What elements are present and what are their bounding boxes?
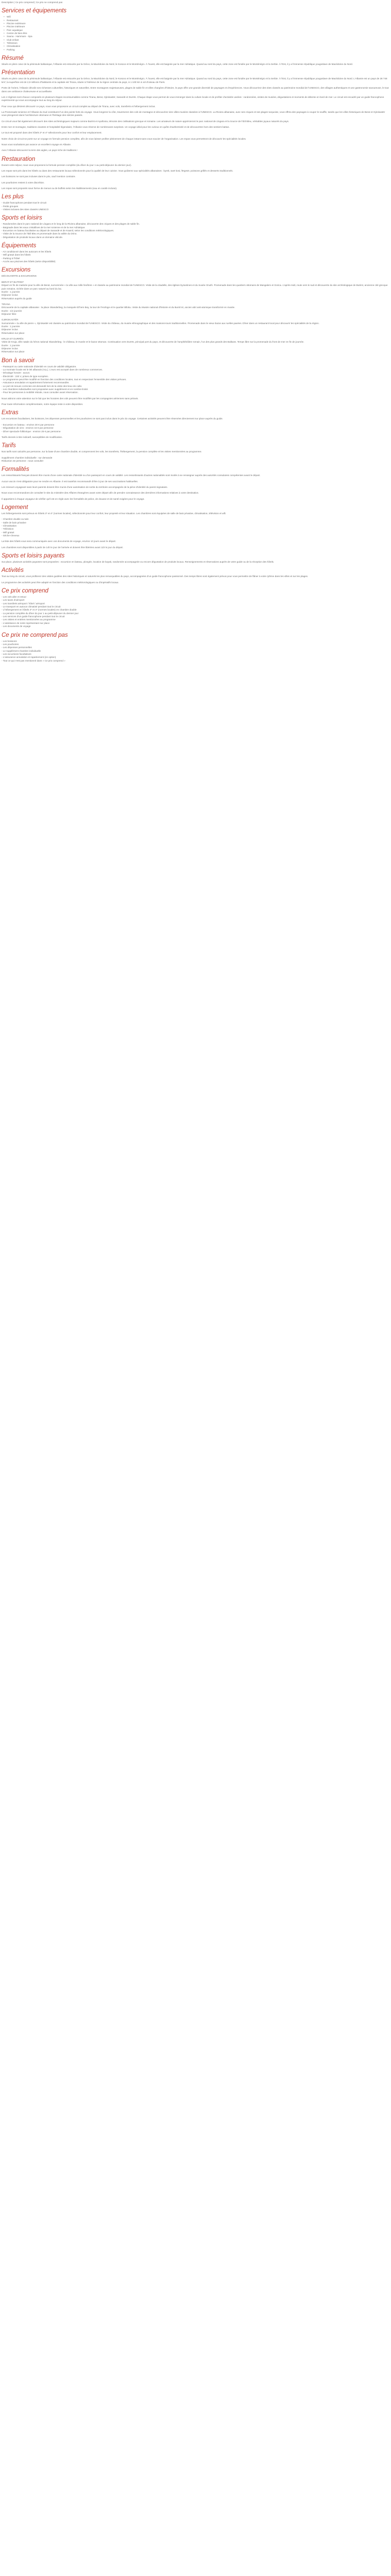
equipements-line: - Air conditionné dans les autocars et les hôtels — [2, 250, 52, 253]
bonasavoir-title: Bon à savoir — [2, 357, 35, 364]
presentation-paragraph: Les 4 régimes sont chacun composés en plusieurs étapes incontournables comme Tirana, Berat, Gjirokastër, Sarandë et Durrës. Chaque étape vous permet de vous immerger dans la culture locale et de profiter d'activités variées : randonnées, visites de musées, dégustations et moments de détente en bord de mer. Le circuit est encadré par un guide francophone expérimenté qui vous accompagne tout au long du séjour. — [2, 95, 384, 102]
tarifs-section — [2, 443, 389, 463]
excursion-line: Durée : 1 journée — [2, 344, 20, 347]
excursion-line: Réservation sur place — [2, 350, 25, 353]
sports-line: - Excursion en bateau facultative au départ de Sarandë et de Ksamil, selon les conditions météorologiques. — [2, 229, 115, 232]
necomprend-line: - Les pourboires — [2, 642, 19, 646]
excursions-subtitle: DÉCOUVERTE & EXCURSIONS — [2, 275, 37, 278]
extras-line: - Dégustation de vins : environ 15 € par personne — [2, 427, 54, 430]
bonasavoir-line: - Passeport ou carte nationale d'identité en cours de validité obligatoire. — [2, 365, 77, 368]
list-item: • Club enfant — [7, 39, 389, 42]
sportsloisirs-text: Sur place, plusieurs activités payantes sont proposées : excursion en bateau, plongée, location de kayak, randonnée accompagnée ou encore dégustation de produits locaux. Renseignements et réservations auprès de votre guide ou de la réception des hôtels. — [2, 561, 274, 564]
formalites-paragraph: Les mineurs voyageant sans leurs parents doivent être munis d'une autorisation de sortie du territoire accompagnée de la pièce d'identité du parent signataire. — [2, 485, 168, 488]
bonasavoir-line: - Les chambres individuelles sont proposées avec supplément et en nombre limité. — [2, 388, 89, 391]
excursion-name: GJIROKASTËR — [2, 318, 19, 321]
presentation-paragraph: Ce circuit vous fait également découvrir des sites archéologiques majeurs comme Butrint et Apollonia, témoins des civilisations grecque et romaine. Les amateurs de nature apprécieront le parc national de Llogara et la Source de l'Œil Bleu, véritables joyaux naturels du pays. — [2, 120, 289, 123]
list-item: • Sauna - Hammam - Spa — [7, 35, 389, 38]
list-item: • Piscine intérieure — [7, 25, 389, 28]
extras-line: - Dîner spectacle folklorique : environ 25 € par personne — [2, 430, 61, 433]
activites-title: Activités — [2, 567, 24, 574]
sportsloisirs-section — [2, 553, 389, 564]
bonasavoir-line: - Le programme peut être modifié en fonction des conditions locales, tout en respectant l'ensemble des visites prévues. — [2, 378, 127, 381]
resume-section — [2, 55, 389, 66]
logement-section — [2, 504, 389, 549]
restauration-detail: Les repas sont pris dans les hôtels ou dans des restaurants locaux sélectionnés pour la qualité de leur cuisine. Vous goûterez aux spécialités albanaises : byrek, tavë kosi, fërgesë, poissons grillés et desserts traditionnels. — [2, 169, 233, 172]
comprend-line: - Les taxes d'aéroport — [2, 599, 25, 602]
logement-line: - Climatisation — [2, 524, 17, 527]
bonasavoir-line: - Assurance annulation et rapatriement fortement recommandée. — [2, 381, 70, 384]
presentation-paragraph: Avec l'Albanie découvrez la terre des aigles, un pays riche de traditions ! — [2, 149, 78, 152]
formalites-section — [2, 466, 389, 501]
excursion-line: Déjeuner libre — [2, 312, 17, 315]
activites-section — [2, 567, 389, 584]
necomprend-line: - Les boissons — [2, 639, 17, 642]
formalites-paragraph: Il appartient à chaque voyageur de vérifier qu'il est en règle avec les formalités de police, de douane et de santé exigées pour le voyage. — [2, 497, 145, 500]
services-list — [2, 15, 389, 52]
logement-title: Logement — [2, 504, 28, 511]
bonasavoir-note: Nous attirons votre attention sur le fait que les horaires des vols peuvent être modifiés par les compagnies aériennes sans préavis. — [2, 397, 139, 400]
comprend-title: Ce prix comprend — [2, 588, 48, 595]
extras-note: Tarifs donnés à titre indicatif, susceptibles de modification. — [2, 435, 63, 438]
presentation-section — [2, 70, 389, 152]
logement-line: - Salle de bain privative — [2, 521, 26, 524]
sports-section — [2, 215, 389, 239]
necomprend-line: - Tout ce qui n'est pas mentionné dans « Ce prix comprend » — [2, 659, 66, 662]
formalites-paragraph: Nous vous recommandons de consulter le site du ministère des Affaires étrangères avant votre départ afin de prendre connaissance des dernières informations relatives à votre destination. — [2, 492, 199, 495]
resume-title: Résumé — [2, 55, 24, 62]
excursion-line: Durée : 1 journée — [2, 325, 20, 328]
comprend-line: - Les transferts aéroport / hôtel / aéroport — [2, 602, 45, 605]
extras-text: Les excursions facultatives, les boissons, les dépenses personnelles et les pourboires ne sont pas inclus dans le prix du voyage. Certaines activités peuvent être réservées directement sur place auprès du guide. — [2, 417, 223, 420]
presentation-paragraph: Entre mer et montagne, traditions vivantes et hospitalité légendaire, l'Albanie vous réserve de nombreuses surprises. Un voyage idéal pour les curieux en quête d'authenticité et de découvertes hors des sentiers battus. — [2, 125, 230, 128]
equipements-line: - Wifi gratuit dans les hôtels — [2, 253, 31, 257]
necomprend-line: - L'assurance annulation et rapatriement (en option) — [2, 656, 56, 659]
presentation-paragraph: Le tout est proposé dans des hôtels 3* et 4* sélectionnés pour leur confort et leur emplacement. — [2, 131, 102, 134]
excursion-text: Visite de Kruja, ville natale du héros national Skanderbeg : le château, le musée et le bazar ottoman. Continuation vers Durrës, principal port du pays, et découverte de l'amphithéâtre romain, l'un des plus grands des Balkans. Temps libre sur la promenade du front de mer en fin de journée. — [2, 341, 304, 344]
sports-line: - Visite de la Source de l'Œil Bleu et promenade dans la vallée du Drino. — [2, 232, 77, 235]
excursion-name: KRUJA ET DURRËS — [2, 337, 24, 340]
logement-text: Les hébergements sont prévus en hôtels 3* et 4* (normes locales), sélectionnés pour leur confort, leur propreté et leur situation. Les chambres sont équipées de salle de bain privative, climatisation, télévision et wifi. — [2, 512, 226, 515]
logement-line: - Chambre double ou twin — [2, 518, 29, 521]
services-section — [2, 8, 389, 52]
restauration-intro: Durant votre séjour, nous vous proposons la formule pension complète (du dîner du jour 1 au petit-déjeuner du dernier jour). — [2, 163, 132, 166]
list-item: • Parc aquatique — [7, 29, 389, 32]
plus-line: - Visites incluses des sites classés UNESCO — [2, 208, 49, 211]
excursion-block — [2, 337, 389, 354]
extras-section — [2, 410, 389, 439]
comprend-line: - Les services d'un guide francophone pendant tout le circuit — [2, 615, 65, 618]
presentation-title: Présentation — [2, 70, 35, 76]
excursion-line: Réservation auprès du guide — [2, 297, 32, 300]
formalites-paragraph: Les ressortissants français doivent être munis d'une carte nationale d'identité ou d'un passeport en cours de validité. Les ressortissants d'autres nationalités sont invités à se renseigner auprès des autorités consulaires compétentes avant le départ. — [2, 474, 260, 477]
equipements-line: - Accès aux piscines des hôtels (selon disponibilité) — [2, 260, 56, 263]
list-item: • Piscine extérieure — [7, 22, 389, 25]
comprend-line: - Le transport en autocar climatisé pendant tout le circuit — [2, 605, 61, 608]
list-item: • Climatisation — [7, 45, 389, 48]
bonasavoir-line: - Électricité : 220 V, prises de type européen. — [2, 375, 49, 378]
list-item: • Restaurant — [7, 19, 389, 22]
tarifs-title: Tarifs — [2, 443, 16, 449]
tarifs-line: Supplément chambre individuelle : sur demande — [2, 456, 53, 459]
excursion-line: Déjeuner inclus — [2, 347, 18, 350]
excursions-section — [2, 267, 389, 353]
presentation-paragraph: Pour ceux qui désirent découvrir ce pays, nous vous proposons un circuit complet au départ de Tirana, avec vols, transferts et hébergement inclus. — [2, 105, 156, 108]
presentation-paragraph: Notre choix de circuit se porte sur un voyage en formule pension complète, afin de vous laisser profiter pleinement de chaque instant sans vous soucier de l'organisation. Les repas vous permettront de découvrir les spécialités locales. — [2, 137, 247, 140]
tarifs-line: Réduction 3e personne : nous consulter — [2, 459, 44, 462]
excursion-text: Découverte de la capitale albanaise : la place Skanderbeg, la mosquée Et'hem Bey, la tour de l'Horloge et le quartier Blloku. Visite du Musée national d'histoire et du Bunk'Art, ancien abri anti-atomique transformé en musée. — [2, 306, 235, 309]
comprend-line: - L'assistance de notre représentant sur place — [2, 621, 50, 624]
presentation-paragraph: Situés en plein cœur de la péninsule balkanique, l'Albanie est entourée par la Grèce, la Macédoine du Nord, le Kosovo et le Monténégro. À l'ouest, elle est baignée par la mer Adriatique. Quand au nord du pays, cette zone est fondée par le Monténégro et la Serbie. À l'Est, il y a l'immense république yougoslave de Macédoine du Nord. L'Albanie est un pays de 28 748 km², la superficie est de 2,9 millions d'habitants et la capitale est Tirana, située à l'intérieur de la région centrale du pays, à 1 100 km à vol d'oiseau de Paris. — [2, 77, 387, 83]
necomprend-line: - Les dépenses personnelles — [2, 646, 32, 649]
resume-text: Situés en plein cœur de la péninsule balkanique, l'Albanie est entourée par la Grèce, la Macédoine du Nord, le Kosovo et le Monténégro. À l'ouest, elle est baignée par la mer Adriatique. Quand au nord du pays, cette zone est fondée par le Monténégro et la Serbie. À l'Est, il y a l'immense république yougoslave de Macédoine du Nord. — [2, 63, 353, 66]
comprend-section — [2, 588, 389, 628]
bonasavoir-section — [2, 358, 389, 406]
sports-line: - Randonnées dans le parc national de Llogara et le long de la Riviera albanaise, découverte des criques et des plages de sable fin. — [2, 223, 140, 226]
sportsloisirs-title: Sports et loisirs payants — [2, 553, 65, 560]
tarifs-text: Nos tarifs sont calculés par personne, sur la base d'une chambre double, et comprennent les vols, les transferts, l'hébergement, la pension complète et les visites mentionnées au programme. — [2, 450, 202, 453]
equipements-title: Équipements — [2, 243, 37, 249]
bonasavoir-line: - Décalage horaire : aucun. — [2, 371, 30, 375]
plus-title: Les plus — [2, 194, 24, 200]
activites-text: Tout au long du circuit, vous profiterez des visites guidées des sites historiques et naturels les plus remarquables du pays, accompagnées d'un guide francophone passionné. Des temps libres sont également prévus pour vous permettre de flâner à votre rythme dans les villes et sur les plages. — [2, 575, 308, 578]
list-item: • Parking — [7, 48, 389, 52]
plus-section — [2, 194, 389, 211]
page — [0, 0, 391, 671]
necomprend-line: - Le supplément chambre individuelle — [2, 649, 41, 652]
bonasavoir-footer: Pour toute information complémentaire, notre équipe reste à votre disposition. — [2, 403, 84, 406]
excursion-line: Réservation sur place — [2, 331, 25, 334]
excursion-block — [2, 318, 389, 335]
excursion-text: Surnommée « la ville de pierre », Gjirokastër est classée au patrimoine mondial de l'UNESCO. Visite du château, du musée ethnographique et des maisons-tours traditionnelles. Promenade dans le vieux bazar aux ruelles pavées. Dîner dans un restaurant local pour découvrir les spécialités de la région. — [2, 321, 319, 325]
bonasavoir-line: - La monnaie locale est le lek albanais (ALL). L'euro est accepté dans de nombreux commerces. — [2, 368, 103, 371]
presentation-paragraph: Porte de l'orient, l'Albanie dévoile ses richesses culturelles, historiques et naturelles. Entre montagnes majestueuses, plages de sable fin et villes chargées d'histoire, le pays offre une grande diversité de paysages et d'expériences. Vous découvrirez des sites classés au patrimoine mondial de l'UNESCO, des villages authentiques et une gastronomie savoureuse, le tout dans une ambiance chaleureuse et accueillante. — [2, 87, 389, 93]
necomprend-title: Ce prix ne comprend pas — [2, 632, 68, 638]
restauration-sub: Les pourboires restent à votre discrétion. — [2, 181, 45, 184]
bonasavoir-line: - Pour les personnes à mobilité réduite, nous consulter avant réservation. — [2, 391, 78, 394]
excursions-title: Excursions — [2, 267, 31, 274]
plus-line: - Guide francophone pendant tout le circuit — [2, 201, 46, 205]
section-nav-links[interactable]: Description | Ce prix comprend | Ce prix ne comprend pas — [2, 1, 63, 4]
logement-line: - Télévision — [2, 528, 14, 531]
comprend-line: - Les documents de voyage — [2, 625, 31, 628]
excursion-block — [2, 303, 389, 316]
list-item: • Centre de bien-être — [7, 32, 389, 35]
presentation-paragraph: Nous vous souhaitons par avance un excellent voyage en Albanie. — [2, 143, 72, 146]
sports-title: Sports et loisirs — [2, 215, 42, 222]
comprend-line: - La pension complète du dîner du jour 1 au petit-déjeuner du dernier jour — [2, 612, 79, 615]
equipements-line: - Parking à l'hôtel — [2, 257, 20, 260]
logement-note: Les chambres sont disponibles à partir de 14h le jour de l'arrivée et doivent être libérées avant 11h le jour du départ. — [2, 546, 123, 549]
restauration-extra: Les boissons ne sont pas incluses dans le prix, sauf mention contraire. — [2, 175, 76, 178]
list-item: • Wifi — [7, 15, 389, 19]
list-item: • Télévision — [7, 42, 389, 45]
formalites-paragraph: Aucun vaccin n'est obligatoire pour se rendre en Albanie. Il est toutefois recommandé d'être à jour de ses vaccinations habituelles. — [2, 480, 138, 483]
equipements-section — [2, 243, 389, 263]
excursion-line: Déjeuner inclus — [2, 294, 18, 297]
extras-title: Extras — [2, 410, 19, 416]
excursion-block — [2, 281, 389, 300]
excursion-name: TIRANA — [2, 302, 10, 306]
excursion-text: Départ en fin de matinée pour la ville de Berat, surnommée « la ville aux mille fenêtres » et classée au patrimoine mondial de l'UNESCO. Visite de la citadelle, des églises byzantines et du musée Onufri. Promenade dans les quartiers ottomans de Mangalem et Gorica. L'après-midi, route vers le sud et découverte du site archéologique de Butrint, ancienne cité grecque puis romaine, nichée dans un parc naturel au bord du lac. — [2, 284, 388, 290]
restauration-note: Les repas sont proposés sous forme de menus ou de buffets selon les établissements (eau en carafe incluse). — [2, 187, 118, 190]
comprend-line: - Les visites et entrées mentionnées au programme — [2, 618, 56, 621]
logement-line: - Wifi gratuit — [2, 531, 14, 534]
formalites-title: Formalités — [2, 466, 29, 473]
necomprend-line: - Les excursions facultatives — [2, 652, 31, 655]
plus-line: - Petits groupes — [2, 205, 19, 208]
sports-line: - Dégustation de produits locaux dans un domaine viticole. — [2, 235, 63, 239]
presentation-paragraph: La Promenade Ionienne et l'Albanie du Sud constituent l'un des points forts du voyage. Vous longerez la côte, traverserez des cols de montagne et découvrirez des villes-musées classées à l'UNESCO. La Riviera albanaise, avec ses criques et ses plages turquoise, vous offrira des paysages à couper le souffle, tandis que les villes historiques de Berat et Gjirokastër vous plongeront dans l'architecture ottomane et l'héritage des siècles passés. — [2, 110, 385, 117]
excursion-line: Durée : 1/2 journée — [2, 309, 22, 312]
sports-line: - Baignade dans les eaux cristallines de la mer Ionienne et de la mer Adriatique. — [2, 226, 86, 229]
restauration-title: Restauration — [2, 156, 36, 162]
bonasavoir-line: - Le port de tenues correctes est demandé lors de la visite des lieux de culte. — [2, 384, 83, 387]
restauration-section — [2, 156, 389, 191]
excursion-line: Déjeuner inclus — [2, 328, 18, 331]
activites-note: Le programme des activités peut être adapté en fonction des conditions météorologiques ou d'impératifs locaux. — [2, 581, 119, 584]
necomprend-section — [2, 632, 389, 663]
services-title: Services et équipements — [2, 8, 67, 14]
logement-note: La liste des hôtels vous sera communiquée avec vos documents de voyage, environ 10 jours avant le départ. — [2, 540, 116, 543]
logement-line: - Sèche-cheveux — [2, 534, 20, 537]
comprend-line: - Les vols aller et retour — [2, 596, 26, 599]
excursion-line: Durée : 1 journée — [2, 290, 20, 293]
excursion-name: BERAT ET BUTRINT — [2, 280, 24, 283]
extras-line: - Excursion en bateau : environ 30 € par personne — [2, 423, 55, 426]
comprend-line: - L'hébergement en hôtels 3* et 4* (normes locales) en chambre double — [2, 608, 77, 612]
